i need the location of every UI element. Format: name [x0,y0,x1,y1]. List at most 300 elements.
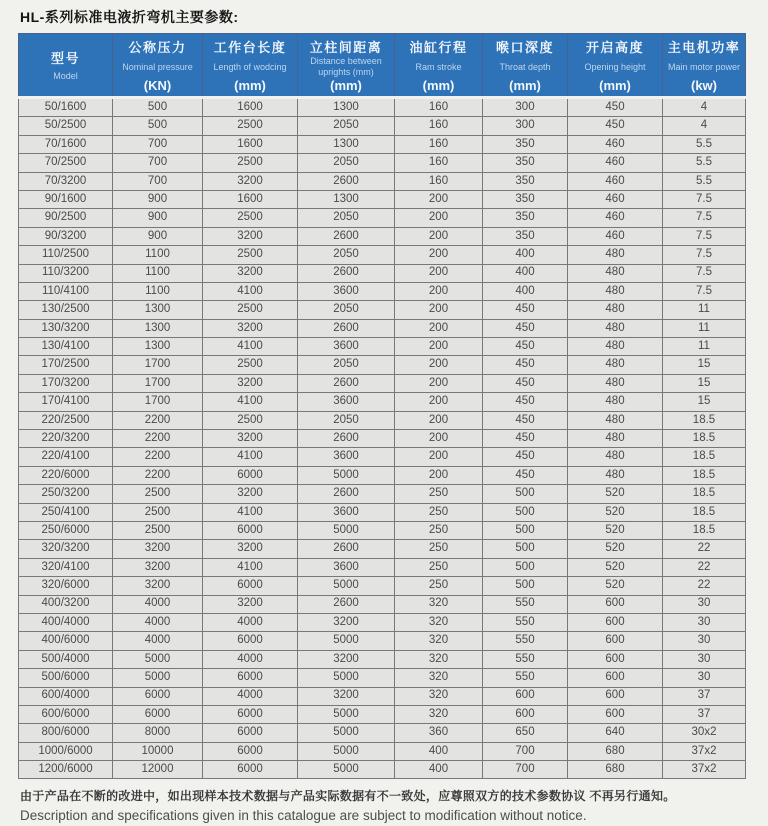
cell-nominal_pressure: 1700 [113,374,203,392]
cell-throat_depth: 350 [483,209,568,227]
table-row [19,356,746,374]
cell-worktable_length: 4100 [203,558,298,576]
cell-model: 90/2500 [19,209,113,227]
cell-throat_depth: 450 [483,301,568,319]
table-row [19,485,746,503]
col-header-content [20,37,111,93]
cell-ram_stroke: 200 [395,448,483,466]
cell-upright_distance: 3600 [298,503,395,521]
col-header-en: Length of wodcing [213,61,287,72]
cell-opening_height: 600 [568,669,663,687]
cell-ram_stroke: 320 [395,650,483,668]
cell-motor_power: 37x2 [663,742,746,760]
table-row [19,374,746,392]
col-header-unit: (mm) [422,77,455,93]
cell-upright_distance: 3200 [298,687,395,705]
cell-nominal_pressure: 2200 [113,448,203,466]
cell-upright_distance: 5000 [298,521,395,539]
cell-opening_height: 680 [568,742,663,760]
cell-nominal_pressure: 12000 [113,761,203,779]
cell-throat_depth: 450 [483,466,568,484]
cell-opening_height: 460 [568,190,663,208]
cell-worktable_length: 3200 [203,540,298,558]
cell-opening_height: 480 [568,430,663,448]
cell-nominal_pressure: 700 [113,154,203,172]
cell-opening_height: 600 [568,650,663,668]
table-row [19,98,746,117]
cell-upright_distance: 1300 [298,98,395,117]
table-row [19,521,746,539]
cell-model: 50/2500 [19,117,113,135]
cell-nominal_pressure: 4000 [113,613,203,631]
table-row [19,282,746,300]
cell-worktable_length: 4100 [203,393,298,411]
cell-ram_stroke: 250 [395,558,483,576]
cell-nominal_pressure: 2500 [113,485,203,503]
cell-throat_depth: 450 [483,356,568,374]
cell-motor_power: 7.5 [663,246,746,264]
cell-motor_power: 18.5 [663,430,746,448]
cell-motor_power: 15 [663,374,746,392]
cell-motor_power: 11 [663,338,746,356]
cell-nominal_pressure: 900 [113,227,203,245]
cell-throat_depth: 550 [483,595,568,613]
cell-upright_distance: 2050 [298,154,395,172]
cell-opening_height: 520 [568,558,663,576]
col-header-worktable_length [203,34,298,98]
cell-motor_power: 4 [663,117,746,135]
cell-upright_distance: 2050 [298,209,395,227]
cell-nominal_pressure: 500 [113,117,203,135]
cell-upright_distance: 3600 [298,282,395,300]
cell-motor_power: 7.5 [663,264,746,282]
cell-model: 110/2500 [19,246,113,264]
cell-model: 1200/6000 [19,761,113,779]
cell-motor_power: 22 [663,558,746,576]
cell-worktable_length: 2500 [203,117,298,135]
table-row [19,595,746,613]
cell-ram_stroke: 400 [395,742,483,760]
cell-worktable_length: 1600 [203,190,298,208]
cell-motor_power: 30 [663,669,746,687]
table-row [19,632,746,650]
col-header-en: Model [53,71,78,82]
cell-nominal_pressure: 1300 [113,301,203,319]
cell-ram_stroke: 200 [395,338,483,356]
cell-nominal_pressure: 3200 [113,540,203,558]
cell-throat_depth: 350 [483,135,568,153]
cell-motor_power: 37 [663,687,746,705]
cell-ram_stroke: 200 [395,227,483,245]
cell-motor_power: 18.5 [663,448,746,466]
page-title: HL-系列标准电液折弯机主要参数: [20,9,239,25]
cell-nominal_pressure: 700 [113,135,203,153]
cell-nominal_pressure: 500 [113,98,203,117]
cell-model: 110/4100 [19,282,113,300]
cell-worktable_length: 6000 [203,577,298,595]
cell-throat_depth: 500 [483,521,568,539]
cell-worktable_length: 4100 [203,338,298,356]
col-header-en: Opening height [584,61,646,72]
cell-ram_stroke: 320 [395,613,483,631]
table-row [19,577,746,595]
cell-upright_distance: 3200 [298,650,395,668]
cell-upright_distance: 2600 [298,485,395,503]
cell-nominal_pressure: 1100 [113,246,203,264]
cell-motor_power: 18.5 [663,503,746,521]
cell-upright_distance: 3600 [298,448,395,466]
cell-worktable_length: 4000 [203,650,298,668]
col-header-content [114,37,201,93]
cell-nominal_pressure: 2200 [113,466,203,484]
cell-opening_height: 480 [568,356,663,374]
cell-model: 220/2500 [19,411,113,429]
cell-motor_power: 7.5 [663,190,746,208]
table-row [19,540,746,558]
cell-throat_depth: 500 [483,540,568,558]
cell-throat_depth: 300 [483,117,568,135]
cell-nominal_pressure: 3200 [113,558,203,576]
cell-nominal_pressure: 6000 [113,705,203,723]
cell-nominal_pressure: 4000 [113,632,203,650]
cell-ram_stroke: 320 [395,687,483,705]
col-header-zh: 油缸行程 [409,40,468,55]
cell-ram_stroke: 200 [395,466,483,484]
cell-worktable_length: 6000 [203,705,298,723]
cell-model: 110/3200 [19,264,113,282]
cell-motor_power: 5.5 [663,135,746,153]
table-row [19,742,746,760]
cell-nominal_pressure: 1700 [113,356,203,374]
cell-worktable_length: 2500 [203,209,298,227]
cell-upright_distance: 2050 [298,411,395,429]
cell-motor_power: 30 [663,632,746,650]
cell-worktable_length: 6000 [203,632,298,650]
cell-opening_height: 480 [568,282,663,300]
cell-motor_power: 7.5 [663,282,746,300]
table-row [19,669,746,687]
cell-worktable_length: 3200 [203,374,298,392]
cell-worktable_length: 6000 [203,466,298,484]
cell-model: 1000/6000 [19,742,113,760]
cell-worktable_length: 3200 [203,264,298,282]
cell-motor_power: 18.5 [663,466,746,484]
cell-ram_stroke: 200 [395,319,483,337]
cell-opening_height: 480 [568,338,663,356]
cell-model: 220/3200 [19,430,113,448]
cell-ram_stroke: 320 [395,705,483,723]
cell-ram_stroke: 250 [395,521,483,539]
col-header-unit: (mm) [599,77,631,93]
cell-opening_height: 480 [568,374,663,392]
cell-worktable_length: 6000 [203,742,298,760]
cell-worktable_length: 2500 [203,246,298,264]
cell-motor_power: 15 [663,393,746,411]
cell-model: 320/6000 [19,577,113,595]
cell-model: 250/6000 [19,521,113,539]
cell-worktable_length: 3200 [203,227,298,245]
cell-nominal_pressure: 4000 [113,595,203,613]
cell-upright_distance: 1300 [298,190,395,208]
col-header-zh: 立柱间距离 [309,40,383,55]
cell-nominal_pressure: 3200 [113,577,203,595]
cell-worktable_length: 2500 [203,154,298,172]
cell-throat_depth: 600 [483,705,568,723]
cell-ram_stroke: 200 [395,411,483,429]
cell-opening_height: 480 [568,448,663,466]
cell-ram_stroke: 250 [395,485,483,503]
cell-nominal_pressure: 5000 [113,650,203,668]
cell-motor_power: 22 [663,577,746,595]
cell-motor_power: 30x2 [663,724,746,742]
cell-opening_height: 480 [568,393,663,411]
cell-throat_depth: 450 [483,430,568,448]
cell-worktable_length: 2500 [203,301,298,319]
cell-model: 170/2500 [19,356,113,374]
col-header-zh: 喉口深度 [495,40,554,55]
cell-ram_stroke: 400 [395,761,483,779]
cell-ram_stroke: 160 [395,135,483,153]
cell-opening_height: 520 [568,540,663,558]
cell-throat_depth: 650 [483,724,568,742]
cell-throat_depth: 450 [483,338,568,356]
col-header-content [299,37,393,93]
col-header-unit: (mm) [330,78,362,93]
cell-model: 250/4100 [19,503,113,521]
cell-model: 600/6000 [19,705,113,723]
cell-ram_stroke: 320 [395,632,483,650]
cell-ram_stroke: 200 [395,190,483,208]
cell-worktable_length: 6000 [203,724,298,742]
cell-model: 220/4100 [19,448,113,466]
table-row [19,190,746,208]
cell-throat_depth: 450 [483,411,568,429]
cell-opening_height: 600 [568,632,663,650]
cell-motor_power: 30 [663,650,746,668]
cell-opening_height: 480 [568,301,663,319]
cell-throat_depth: 550 [483,632,568,650]
cell-ram_stroke: 200 [395,209,483,227]
cell-model: 400/3200 [19,595,113,613]
cell-ram_stroke: 200 [395,374,483,392]
table-row [19,227,746,245]
cell-motor_power: 37x2 [663,761,746,779]
cell-model: 400/4000 [19,613,113,631]
cell-opening_height: 460 [568,154,663,172]
cell-opening_height: 480 [568,411,663,429]
cell-upright_distance: 5000 [298,705,395,723]
cell-nominal_pressure: 10000 [113,742,203,760]
cell-model: 220/6000 [19,466,113,484]
spec-table-header [19,34,746,98]
cell-motor_power: 18.5 [663,521,746,539]
cell-upright_distance: 5000 [298,577,395,595]
cell-upright_distance: 3600 [298,338,395,356]
col-header-content [484,37,566,93]
cell-model: 70/3200 [19,172,113,190]
cell-motor_power: 5.5 [663,154,746,172]
cell-opening_height: 460 [568,209,663,227]
table-row [19,338,746,356]
cell-opening_height: 520 [568,577,663,595]
cell-upright_distance: 2600 [298,540,395,558]
cell-model: 320/4100 [19,558,113,576]
cell-upright_distance: 2050 [298,301,395,319]
cell-throat_depth: 450 [483,448,568,466]
col-header-opening_height [568,34,663,98]
cell-opening_height: 600 [568,595,663,613]
cell-motor_power: 18.5 [663,485,746,503]
note-english: Description and specifications given in this catalogue are subject to modification without notice. [20,808,587,824]
spec-table [18,33,746,779]
cell-ram_stroke: 250 [395,503,483,521]
cell-worktable_length: 3200 [203,319,298,337]
table-row [19,705,746,723]
table-row [19,761,746,779]
cell-model: 70/1600 [19,135,113,153]
cell-worktable_length: 2500 [203,356,298,374]
cell-throat_depth: 300 [483,98,568,117]
cell-upright_distance: 2600 [298,595,395,613]
cell-motor_power: 37 [663,705,746,723]
cell-throat_depth: 500 [483,485,568,503]
cell-ram_stroke: 160 [395,98,483,117]
table-row [19,724,746,742]
col-header-zh: 主电机功率 [667,40,741,55]
cell-nominal_pressure: 6000 [113,687,203,705]
table-row [19,135,746,153]
table-row [19,411,746,429]
cell-ram_stroke: 160 [395,154,483,172]
cell-model: 400/6000 [19,632,113,650]
cell-model: 320/3200 [19,540,113,558]
cell-upright_distance: 5000 [298,466,395,484]
table-row [19,117,746,135]
cell-throat_depth: 600 [483,687,568,705]
cell-opening_height: 680 [568,761,663,779]
cell-upright_distance: 2600 [298,374,395,392]
cell-throat_depth: 400 [483,246,568,264]
cell-motor_power: 11 [663,319,746,337]
col-header-content [569,37,661,93]
cell-opening_height: 600 [568,687,663,705]
cell-nominal_pressure: 2500 [113,521,203,539]
cell-worktable_length: 3200 [203,172,298,190]
cell-opening_height: 460 [568,135,663,153]
cell-opening_height: 640 [568,724,663,742]
cell-upright_distance: 2600 [298,227,395,245]
cell-opening_height: 450 [568,117,663,135]
cell-opening_height: 450 [568,98,663,117]
cell-worktable_length: 4100 [203,503,298,521]
cell-throat_depth: 400 [483,264,568,282]
cell-upright_distance: 2050 [298,246,395,264]
cell-upright_distance: 1300 [298,135,395,153]
cell-motor_power: 11 [663,301,746,319]
cell-upright_distance: 3200 [298,613,395,631]
cell-opening_height: 520 [568,485,663,503]
cell-opening_height: 480 [568,246,663,264]
cell-motor_power: 4 [663,98,746,117]
cell-upright_distance: 2050 [298,117,395,135]
table-row [19,448,746,466]
cell-upright_distance: 5000 [298,669,395,687]
col-header-nominal_pressure [113,34,203,98]
table-row [19,613,746,631]
cell-ram_stroke: 200 [395,282,483,300]
cell-upright_distance: 2050 [298,356,395,374]
cell-upright_distance: 5000 [298,632,395,650]
cell-throat_depth: 350 [483,154,568,172]
cell-upright_distance: 2600 [298,319,395,337]
cell-ram_stroke: 200 [395,246,483,264]
cell-motor_power: 7.5 [663,209,746,227]
col-header-content [664,37,744,93]
cell-ram_stroke: 200 [395,264,483,282]
cell-model: 130/4100 [19,338,113,356]
cell-motor_power: 18.5 [663,411,746,429]
cell-motor_power: 22 [663,540,746,558]
cell-throat_depth: 700 [483,761,568,779]
cell-upright_distance: 3600 [298,558,395,576]
cell-throat_depth: 550 [483,650,568,668]
table-row [19,430,746,448]
cell-ram_stroke: 200 [395,430,483,448]
cell-upright_distance: 2600 [298,172,395,190]
cell-nominal_pressure: 1300 [113,319,203,337]
cell-worktable_length: 4100 [203,282,298,300]
col-header-en: Nominal pressure [122,61,193,72]
cell-throat_depth: 700 [483,742,568,760]
cell-nominal_pressure: 1300 [113,338,203,356]
cell-motor_power: 15 [663,356,746,374]
cell-worktable_length: 1600 [203,98,298,117]
cell-worktable_length: 6000 [203,521,298,539]
cell-nominal_pressure: 1700 [113,393,203,411]
table-row [19,172,746,190]
cell-worktable_length: 4100 [203,448,298,466]
cell-throat_depth: 350 [483,172,568,190]
cell-nominal_pressure: 2500 [113,503,203,521]
cell-opening_height: 480 [568,466,663,484]
cell-ram_stroke: 160 [395,117,483,135]
header-row [19,34,746,98]
cell-model: 800/6000 [19,724,113,742]
table-row [19,503,746,521]
cell-nominal_pressure: 5000 [113,669,203,687]
cell-throat_depth: 450 [483,319,568,337]
cell-nominal_pressure: 900 [113,209,203,227]
cell-model: 130/2500 [19,301,113,319]
cell-throat_depth: 550 [483,613,568,631]
spec-table-body [19,98,746,779]
cell-opening_height: 480 [568,319,663,337]
cell-worktable_length: 3200 [203,485,298,503]
col-header-en: Ram stroke [415,61,462,72]
cell-ram_stroke: 160 [395,172,483,190]
cell-model: 500/6000 [19,669,113,687]
cell-ram_stroke: 250 [395,577,483,595]
col-header-content [204,37,296,93]
table-row [19,154,746,172]
col-header-zh: 工作台长度 [213,40,287,55]
cell-opening_height: 480 [568,264,663,282]
cell-model: 170/4100 [19,393,113,411]
cell-worktable_length: 4000 [203,687,298,705]
cell-ram_stroke: 200 [395,393,483,411]
col-header-ram_stroke [395,34,483,98]
cell-worktable_length: 6000 [203,761,298,779]
